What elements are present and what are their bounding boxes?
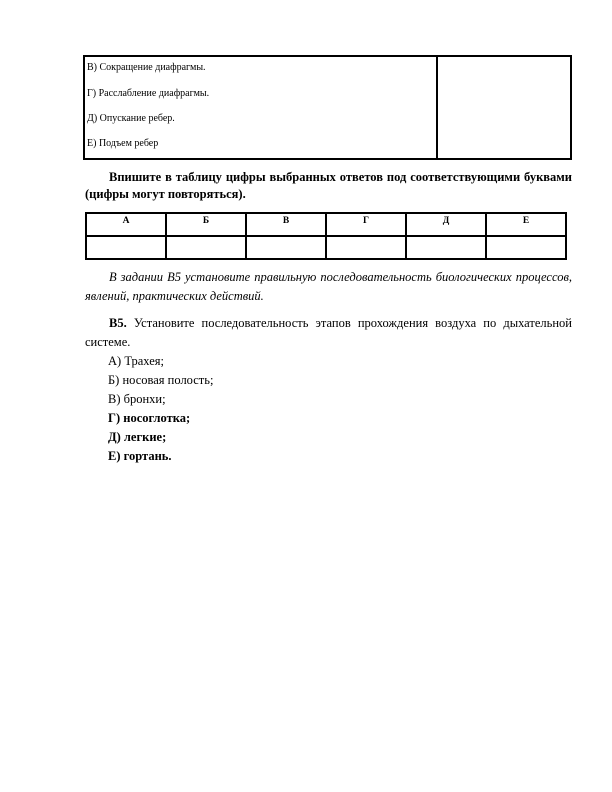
answer-header: Д [406, 213, 486, 236]
answer-header: Е [486, 213, 566, 236]
question-number: В5. [109, 316, 127, 330]
answer-header: А [86, 213, 166, 236]
question [85, 314, 572, 352]
answer-option: Б) носовая полость; [108, 373, 214, 387]
answer-table [85, 212, 567, 260]
answer-cell[interactable] [326, 236, 406, 259]
answer-option: Д) легкие; [108, 430, 167, 444]
option-item: Е) Подъем ребер [87, 138, 159, 149]
answer-header: Г [326, 213, 406, 236]
answer-option: Г) носоглотка; [108, 411, 191, 425]
answer-cell[interactable] [486, 236, 566, 259]
answer-cell[interactable] [86, 236, 166, 259]
answer-option: Е) гортань. [108, 449, 172, 463]
table-divider [436, 57, 438, 158]
option-item: Г) Расслабление диафрагмы. [87, 88, 210, 99]
option-item: Д) Опускание ребер. [87, 113, 175, 124]
answer-cell[interactable] [166, 236, 246, 259]
answer-header: Б [166, 213, 246, 236]
task-note: В задании В5 установите правильную последовательность биологических процессов, явлений, практических действий. [85, 270, 572, 303]
question-text: Установите последовательность этапов прохождения воздуха по дыхательной системе. [85, 316, 572, 349]
options-table [83, 55, 572, 160]
answer-option: А) Трахея; [108, 354, 164, 368]
answer-option: В) бронхи; [108, 392, 166, 406]
answer-cell[interactable] [246, 236, 326, 259]
instruction-text: Впишите в таблицу цифры выбранных ответов под соответствующими буквами (цифры могут повторяться). [85, 170, 572, 201]
answer-cell[interactable] [406, 236, 486, 259]
option-item: В) Сокращение диафрагмы. [87, 62, 206, 73]
answer-header: В [246, 213, 326, 236]
